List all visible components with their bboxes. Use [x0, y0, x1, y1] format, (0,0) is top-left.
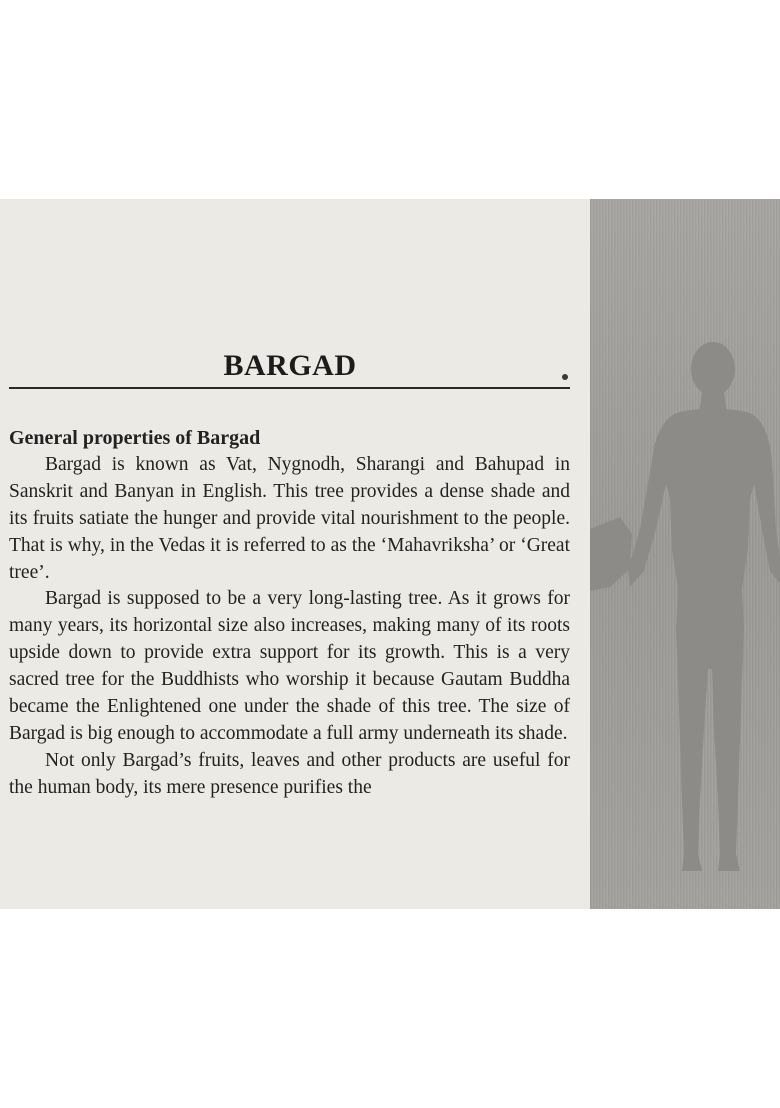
paragraph: Not only Bargad’s fruits, leaves and other products are useful for the human body, its mere presence purifies the: [9, 749, 570, 798]
paragraph: Bargad is known as Vat, Nygnodh, Sharangi and Bahupad in Sanskrit and Banyan in English. This tree provides a dense shade and its fruits satiate the hunger and provide vital nourishment to the people. That is why, in the Vedas it is referred to as the ‘Mahavriksha’ or ‘Great tree’.: [9, 453, 570, 583]
body-text: [9, 425, 570, 802]
scanned-page: [0, 199, 780, 909]
section-heading: General properties of Bargad: [9, 427, 261, 449]
page-title: BARGAD: [223, 349, 357, 382]
human-silhouette-figure: [590, 199, 780, 909]
title-rule: [9, 387, 570, 389]
paragraph: Bargad is supposed to be a very long-lasting tree. As it grows for many years, its horizontal size also increases, making many of its roots upside down to provide extra support for its growth. This is a very sacred tree for the Buddhists who worship it because Gautam Buddha became the Enlightened one under the shade of this tree. The size of Bargad is big enough to accommodate a full army underneath its shade.: [9, 588, 570, 744]
side-illustration-strip: [590, 199, 780, 909]
ink-dot: [562, 374, 568, 380]
